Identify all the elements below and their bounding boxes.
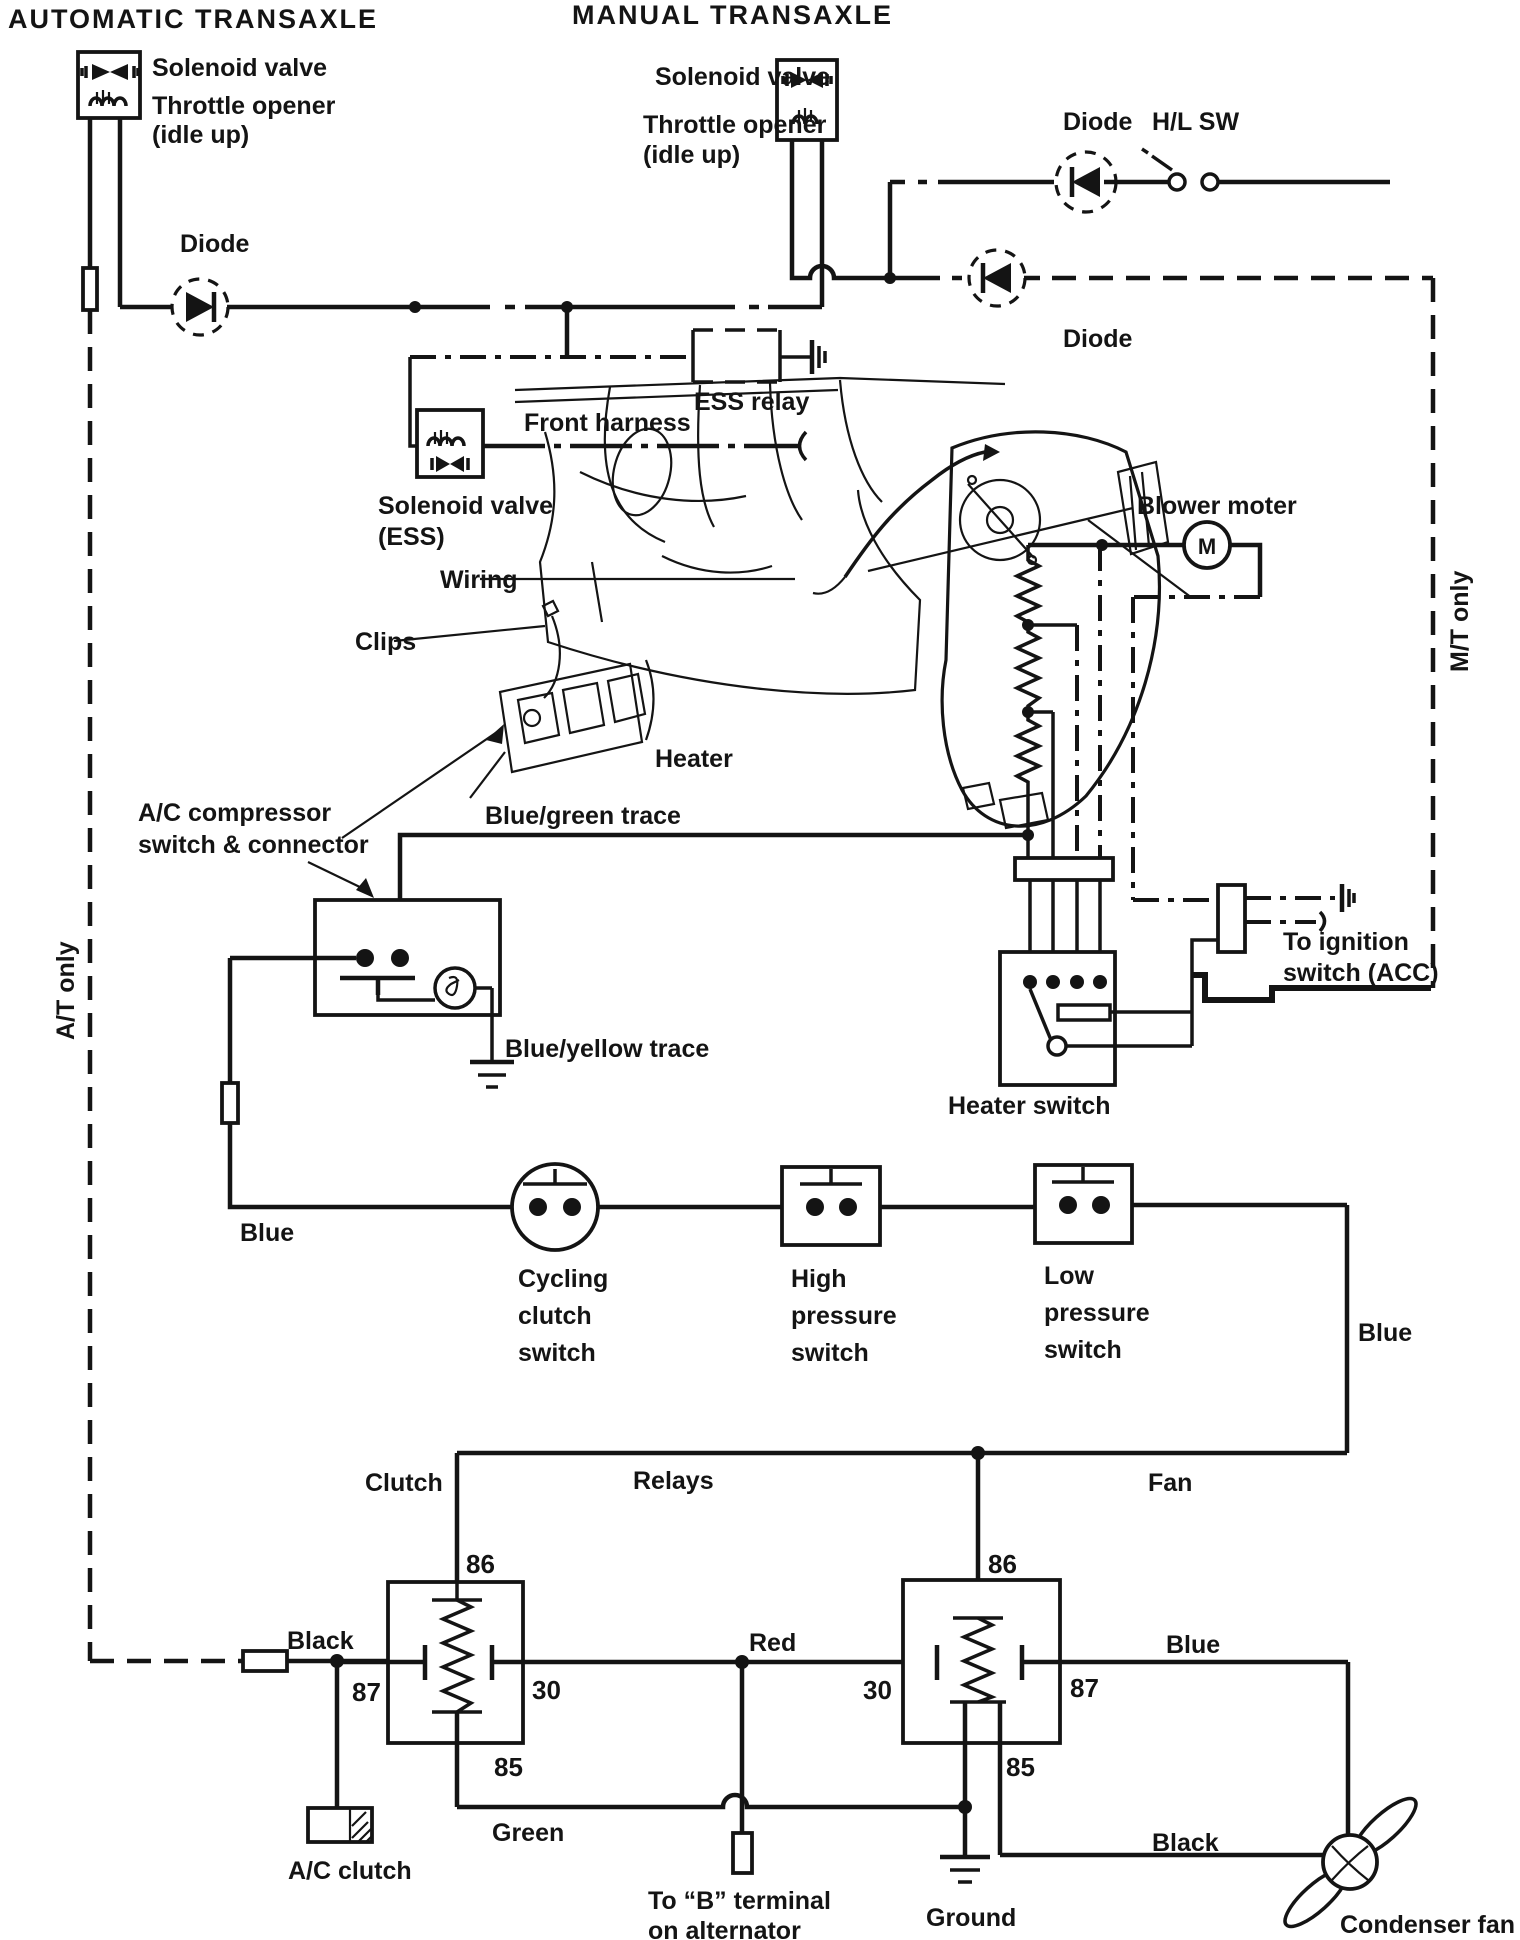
label-f87: 87 [1070,1673,1099,1703]
label-cycling-1: Cycling [518,1265,609,1293]
mt-diode-lower-icon [969,250,1025,306]
high-pressure-switch [782,1167,880,1245]
ess-relay-box [693,330,780,382]
ac-leader-2 [308,862,366,890]
b-terminal-icon [733,1833,752,1873]
label-blue-fan: Blue [1166,1631,1221,1659]
label-low-2: pressure [1044,1299,1150,1327]
label-ess-solenoid: Solenoid valve [378,492,554,520]
fuse-icon [243,1651,287,1671]
blower-motor-circuit [1017,522,1260,900]
label-high-3: switch [791,1339,869,1367]
ground-icon [470,1062,514,1087]
ground-icon [940,1857,990,1882]
label-low-3: switch [1044,1336,1122,1364]
label-high-2: pressure [791,1302,897,1330]
label-front-harness: Front harness [524,409,691,437]
label-at-idle-up: (idle up) [152,121,250,149]
title-manual-transaxle: MANUAL TRANSAXLE [572,0,893,30]
ac-clutch-icon [308,1808,372,1842]
label-mt-diode-lower: Diode [1063,325,1133,353]
label-to-b-terminal-1: To “B” terminal [648,1887,831,1915]
label-blower-motor: Blower moter [1137,492,1297,520]
switch-row-wiring [222,1083,1347,1453]
harness-break-icon [800,432,807,460]
fuse-icon [222,1083,238,1123]
label-c85: 85 [494,1752,523,1782]
ground-icon [812,340,825,374]
label-ac-compressor-2: switch & connector [138,831,369,859]
arrowhead-icon [356,878,374,898]
label-blue-green-trace: Blue/green trace [485,802,681,830]
low-pressure-switch [1035,1165,1132,1243]
red-wire [733,1655,752,1873]
ac-leader-1 [342,732,497,838]
connector-bar [1015,858,1113,880]
label-f85: 85 [1006,1752,1035,1782]
label-f86: 86 [988,1549,1017,1579]
label-mt-throttle-opener: Throttle opener [643,111,827,139]
blue-green-leader [470,752,505,798]
label-mt-only: M/T only [1446,570,1474,672]
label-c87: 87 [352,1677,381,1707]
label-condenser-fan: Condenser fan [1340,1911,1516,1939]
motor-m-label: M [1197,534,1217,559]
label-to-ignition-1: To ignition [1283,928,1409,956]
label-ess-relay: ESS relay [694,388,810,416]
label-red: Red [749,1629,797,1657]
label-cycling-3: switch [518,1339,596,1367]
heater-switch [1000,858,1218,1085]
label-wiring: Wiring [440,566,518,594]
label-black: Black [287,1627,354,1655]
clips-leader [394,626,545,641]
label-cycling-2: clutch [518,1302,592,1330]
ground-icon [1342,884,1354,912]
label-at-throttle-opener: Throttle opener [152,92,336,120]
label-to-b-terminal-2: on alternator [648,1917,801,1940]
label-c30: 30 [532,1675,561,1705]
label-green: Green [492,1819,565,1847]
blower-leader [868,508,1133,571]
label-low-1: Low [1044,1262,1094,1290]
label-hl-sw: H/L SW [1152,108,1240,136]
at-wiring [83,118,822,1661]
label-c86: 86 [466,1549,495,1579]
label-ac-compressor-1: A/C compressor [138,799,332,827]
label-ac-clutch: A/C clutch [288,1857,412,1885]
arrowhead-icon [486,724,504,744]
clutch-relay [337,1582,903,1807]
label-mt-idle-up: (idle up) [643,141,741,169]
label-mt-diode-upper: Diode [1063,108,1133,136]
label-at-diode: Diode [180,230,250,258]
label-blue-right: Blue [1358,1319,1413,1347]
at-diode-icon [172,279,228,335]
label-ground: Ground [926,1904,1017,1932]
label-blue-left: Blue [240,1219,295,1247]
title-automatic-transaxle: AUTOMATIC TRANSAXLE [8,4,378,34]
label-to-ignition-2: switch (ACC) [1283,959,1439,987]
fan-relay [903,1580,1060,1855]
label-heater-switch: Heater switch [948,1092,1111,1120]
label-clutch: Clutch [365,1469,443,1497]
label-at-solenoid-valve: Solenoid valve [152,54,328,82]
label-high-1: High [791,1265,847,1293]
label-fan: Fan [1148,1469,1193,1497]
at-solenoid-valve [78,52,140,118]
label-relays: Relays [633,1467,714,1495]
fuse-icon [83,268,97,310]
green-wire [457,1795,965,1807]
label-heater: Heater [655,745,733,773]
label-mt-solenoid-valve: Solenoid valve [655,63,831,91]
ess-solenoid-valve [417,410,483,477]
label-ess-code: (ESS) [378,523,445,551]
cycling-clutch-switch [512,1164,598,1250]
label-black-bottom: Black [1152,1829,1219,1857]
label-at-only: A/T only [52,941,80,1040]
label-clips: Clips [355,628,417,656]
label-f30: 30 [863,1675,892,1705]
label-blue-yellow-trace: Blue/yellow trace [505,1035,710,1063]
